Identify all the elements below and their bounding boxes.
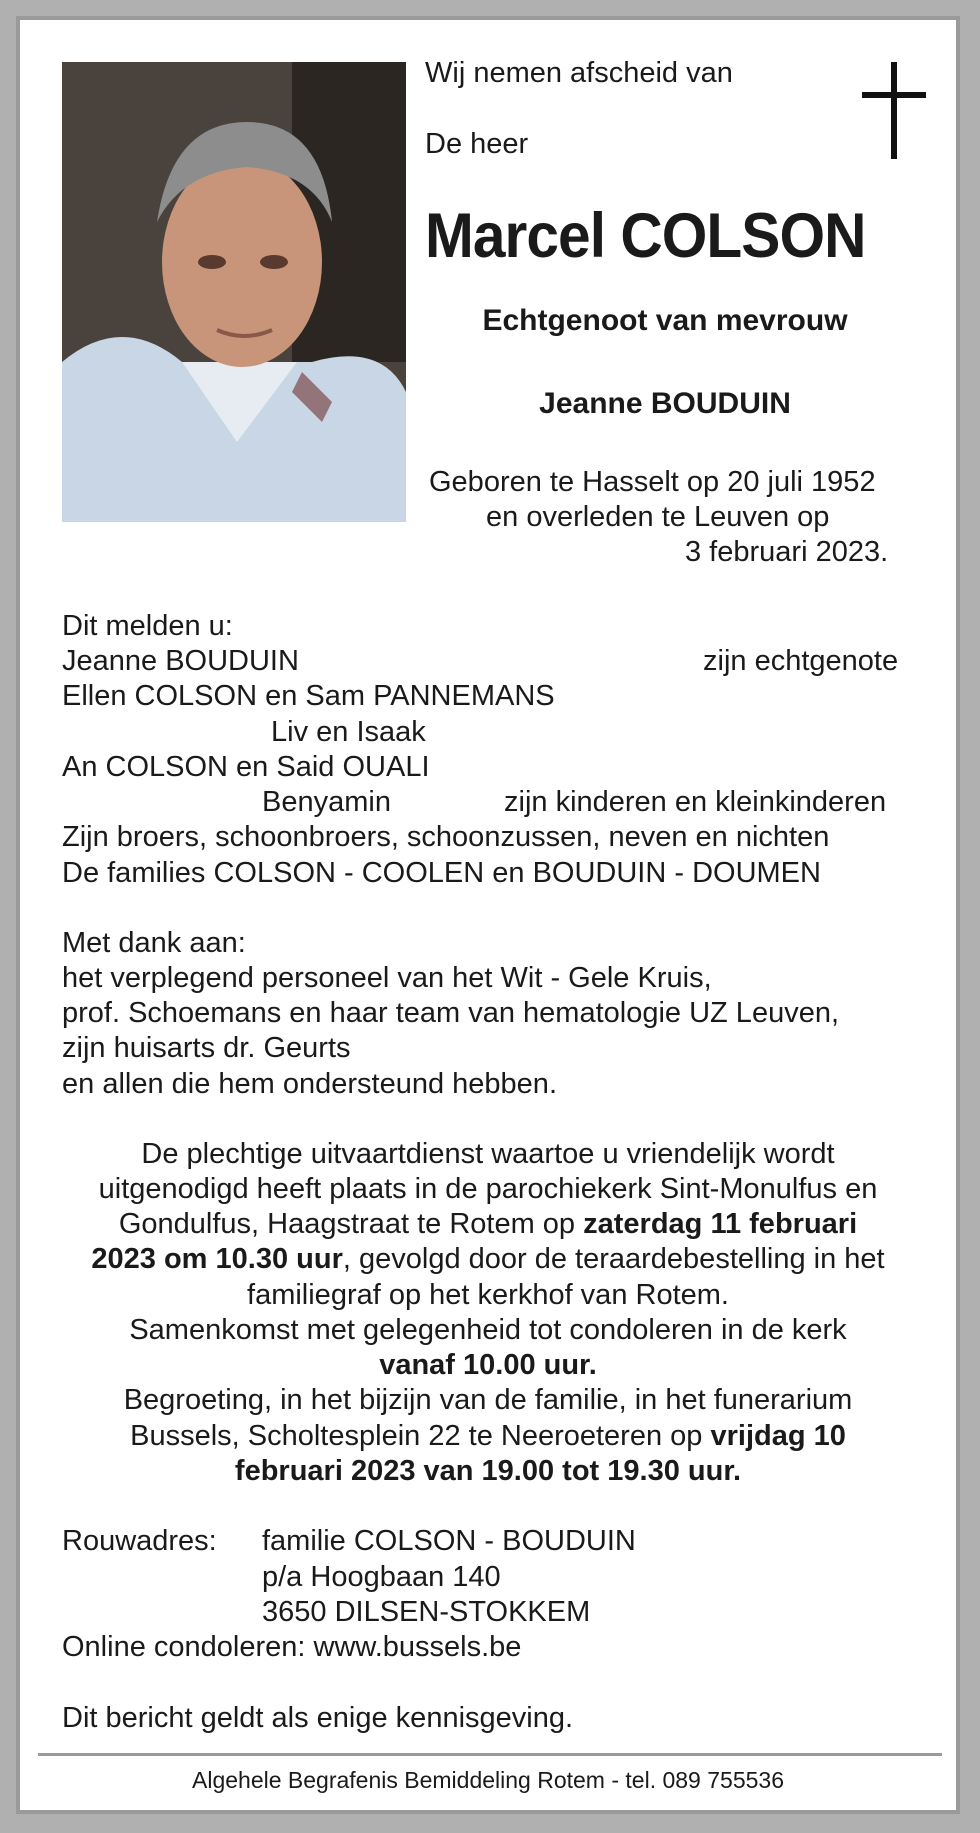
spouse-intro: Echtgenoot van mevrouw <box>482 304 848 337</box>
family-line-2: Ellen COLSON en Sam PANNEMANS <box>62 680 555 712</box>
footer-text: Algehele Begrafenis Bemiddeling Rotem - tel. 089 755536 <box>192 1767 784 1793</box>
visitation-line: Begroeting, in het bijzijn van de familie, in het funerarium <box>123 1384 853 1416</box>
salutation: De heer <box>425 128 529 160</box>
service-line: familiegraf op het kerkhof van Rotem. <box>247 1279 729 1311</box>
visitation-text: Bussels, Scholtesplein 22 te Neeroeteren op <box>130 1420 711 1452</box>
thanks-line: prof. Schoemans en haar team van hematologie UZ Leuven, <box>62 997 840 1029</box>
cross-icon <box>891 62 897 159</box>
family-line-3: Liv en Isaak <box>271 716 426 748</box>
notice-line: Dit bericht geldt als enige kennisgeving. <box>62 1702 574 1734</box>
visitation-time: februari 2023 van 19.00 tot 19.30 uur. <box>234 1455 742 1487</box>
address-line-2: p/a Hoogbaan 140 <box>262 1561 501 1593</box>
service-line <box>20 1242 956 1277</box>
portrait-photo <box>62 62 406 522</box>
service-line <box>20 1207 956 1242</box>
address-label: Rouwadres: <box>62 1525 217 1557</box>
footer-divider <box>38 1753 942 1756</box>
online-condolences: Online condoleren: www.bussels.be <box>62 1631 522 1663</box>
gathering-line: Samenkomst met gelegenheid tot condoleren in de kerk <box>129 1314 847 1346</box>
thanks-line: en allen die hem ondersteund hebben. <box>62 1068 557 1100</box>
intro-text: Wij nemen afscheid van <box>425 57 733 89</box>
service-line: De plechtige uitvaartdienst waartoe u vriendelijk wordt <box>141 1138 835 1170</box>
spouse-name: Jeanne BOUDUIN <box>539 387 791 420</box>
announce-heading: Dit melden u: <box>62 610 233 642</box>
death-date: 3 februari 2023. <box>685 536 889 568</box>
service-time: 2023 om 10.30 uur <box>91 1243 343 1275</box>
obituary-card <box>16 16 960 1814</box>
visitation-date: vrijdag 10 <box>710 1420 846 1452</box>
death-line: en overleden te Leuven op <box>486 501 830 533</box>
portrait-illustration <box>62 62 406 522</box>
birth-line: Geboren te Hasselt op 20 juli 1952 <box>429 466 876 498</box>
thanks-line: zijn huisarts dr. Geurts <box>62 1032 351 1064</box>
visitation-line <box>20 1419 956 1454</box>
service-date: zaterdag 11 februari <box>583 1208 858 1240</box>
address-line-3: 3650 DILSEN-STOKKEM <box>262 1596 591 1628</box>
cross-icon-bar <box>862 92 926 98</box>
address-line-1: familie COLSON - BOUDUIN <box>262 1525 636 1557</box>
deceased-name: Marcel COLSON <box>425 201 866 271</box>
service-text: Gondulfus, Haagstraat te Rotem op <box>118 1208 584 1240</box>
gathering-time: vanaf 10.00 uur. <box>379 1349 597 1381</box>
service-line: uitgenodigd heeft plaats in de parochiekerk Sint-Monulfus en <box>98 1173 878 1205</box>
family-line-6: Zijn broers, schoonbroers, schoonzussen, neven en nichten <box>62 821 830 853</box>
thanks-heading: Met dank aan: <box>62 927 246 959</box>
service-text: , gevolgd door de teraardebestelling in het <box>342 1243 885 1275</box>
family-relation-1: zijn echtgenote <box>703 645 899 677</box>
family-line-1: Jeanne BOUDUIN <box>62 645 299 677</box>
family-relation-5: zijn kinderen en kleinkinderen <box>504 786 887 818</box>
family-line-4: An COLSON en Said OUALI <box>62 751 430 783</box>
thanks-line: het verplegend personeel van het Wit - Gele Kruis, <box>62 962 712 994</box>
family-line-5: Benyamin <box>262 786 391 818</box>
family-line-7: De families COLSON - COOLEN en BOUDUIN - DOUMEN <box>62 857 821 889</box>
